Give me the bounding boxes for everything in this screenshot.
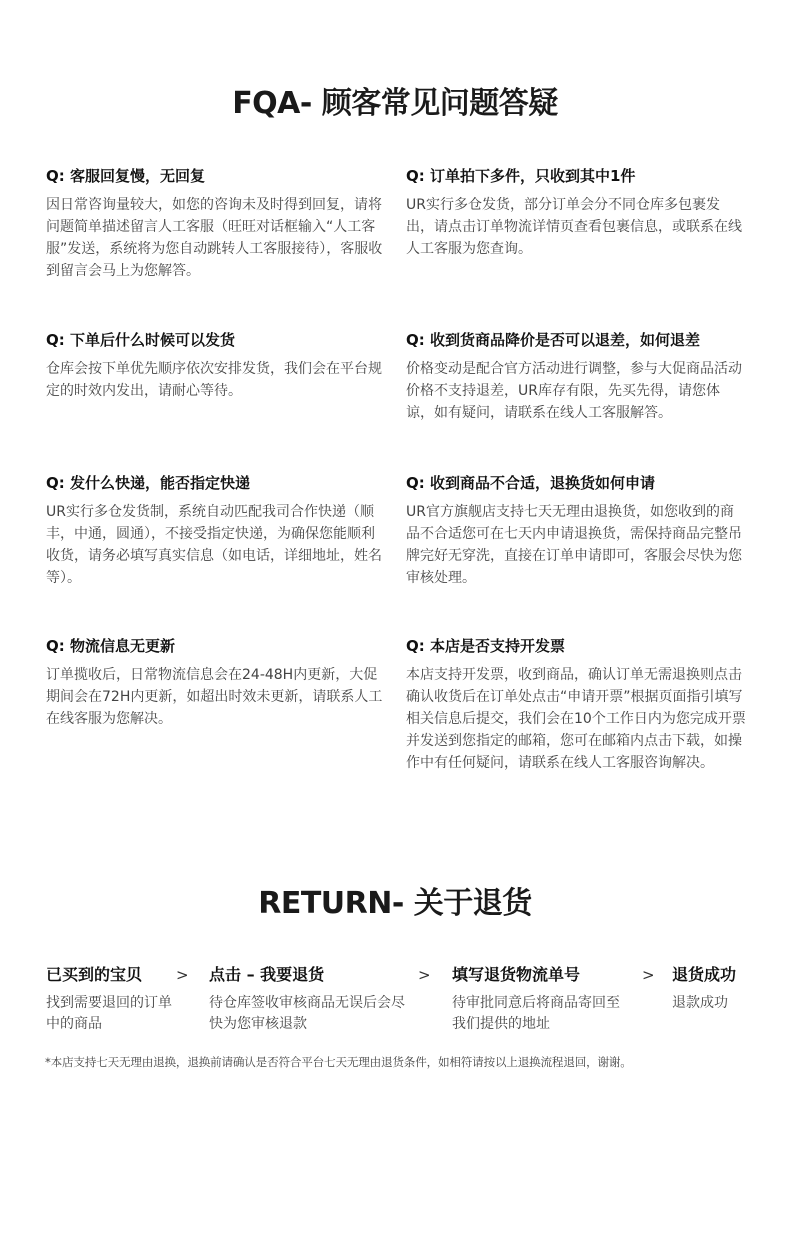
return-step [672, 964, 762, 1014]
return-step-desc: 待仓库签收审核商品无误后会尽快为您审核退款 [209, 995, 405, 1032]
faq-question: Q: 客服回复慢，无回复 [46, 167, 205, 185]
return-step [209, 964, 405, 1035]
faq-question: Q: 下单后什么时候可以发货 [46, 331, 235, 349]
return-title: RETURN- 关于退货 [258, 886, 532, 921]
faq-title: FQA- 顾客常见问题答疑 [232, 86, 558, 121]
return-step-desc: 退款成功 [672, 995, 728, 1011]
return-step [46, 964, 176, 1035]
faq-answer: UR实行多仓发货制，系统自动匹配我司合作快递（顺丰，中通，圆通），不接受指定快递，为确保您能顺利收货，请务必填写真实信息（如电话，详细地址，姓名等）。 [46, 504, 382, 586]
return-step-title: 退货成功 [672, 965, 737, 984]
return-step-title: 已买到的宝贝 [46, 965, 143, 984]
return-step-title: 点击 – 我要退货 [209, 965, 325, 984]
return-step-desc: 待审批同意后将商品寄回至我们提供的地址 [452, 995, 620, 1032]
faq-answer: UR官方旗舰店支持七天无理由退换货，如您收到的商品不合适您可在七天内申请退换货，需保持商品完整吊牌完好无穿洗，直接在订单申请即可，客服会尽快为您审核处理。 [406, 504, 742, 586]
chevron-right-icon: > [418, 966, 431, 984]
faq-answer: 因日常咨询量较大，如您的咨询未及时得到回复，请将问题简单描述留言人工客服（旺旺对话框输入“人工客服”发送，系统将为您自动跳转人工客服接待），客服收到留言会马上为您解答。 [46, 197, 383, 279]
faq-question: Q: 收到货商品降价是否可以退差，如何退差 [406, 331, 700, 349]
faq-item [46, 166, 386, 282]
faq-item [406, 473, 746, 589]
return-step-desc: 找到需要退回的订单中的商品 [46, 995, 172, 1032]
faq-answer: UR实行多仓发货，部分订单会分不同仓库多包裹发出，请点击订单物流详情页查看包裹信息，或联系在线人工客服为您查询。 [406, 197, 742, 257]
faq-answer: 仓库会按下单优先顺序依次安排发货，我们会在平台规定的时效内发出，请耐心等待。 [46, 361, 382, 399]
faq-answer: 本店支持开发票，收到商品，确认订单无需退换则点击确认收货后在订单处点击“申请开票”根据页面指引填写相关信息后提交，我们会在10个工作日内为您完成开票并发送到您指定的邮箱，您可在邮箱内点击下载，如操作中有任何疑问，请联系在线人工客服咨询解决。 [406, 667, 746, 771]
faq-item [46, 473, 386, 589]
return-step-title: 填写退货物流单号 [452, 965, 581, 984]
return-steps [0, 964, 790, 1044]
faq-question: Q: 物流信息无更新 [46, 637, 175, 655]
chevron-right-icon: > [176, 966, 189, 984]
faq-answer: 订单揽收后，日常物流信息会在24-48H内更新，大促期间会在72H内更新，如超出时效未更新，请联系人工在线客服为您解决。 [46, 667, 383, 727]
return-policy-note: *本店支持七天无理由退换，退换前请确认是否符合平台七天无理由退货条件，如相符请按以上退换流程退回，谢谢。 [45, 1055, 632, 1069]
faq-item [46, 636, 386, 730]
return-step [452, 964, 632, 1035]
faq-item [406, 330, 746, 424]
faq-question: Q: 本店是否支持开发票 [406, 637, 565, 655]
faq-question: Q: 发什么快递，能否指定快递 [46, 474, 250, 492]
faq-question: Q: 订单拍下多件，只收到其中1件 [406, 167, 636, 185]
faq-question: Q: 收到商品不合适，退换货如何申请 [406, 474, 655, 492]
faq-item [46, 330, 386, 402]
chevron-right-icon: > [642, 966, 655, 984]
faq-answer: 价格变动是配合官方活动进行调整，参与大促商品活动价格不支持退差，UR库存有限，先买先得，请您体谅，如有疑问，请联系在线人工客服解答。 [406, 361, 742, 421]
faq-item [406, 166, 746, 260]
faq-item [406, 636, 746, 774]
